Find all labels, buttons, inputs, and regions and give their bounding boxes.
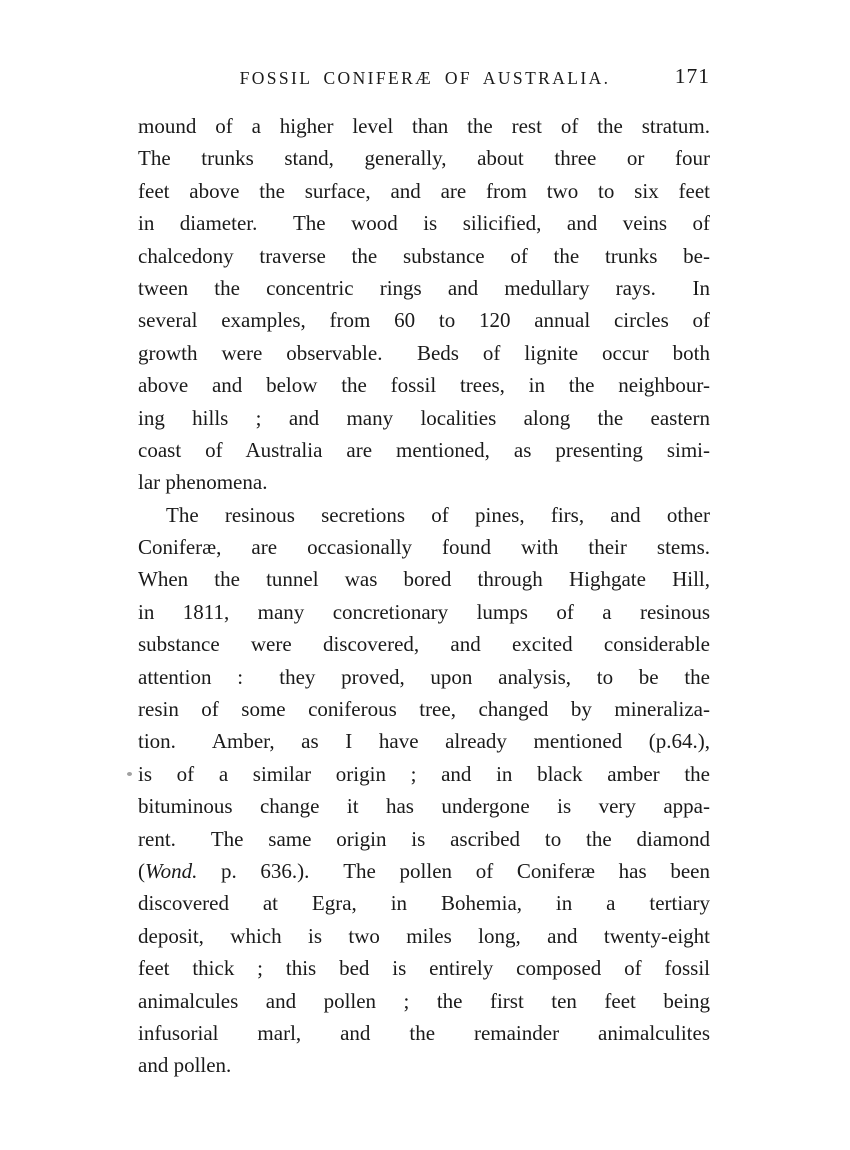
- text-line: [138, 952, 710, 984]
- text-run: feet thick ; this bed is entirely composed of fossil: [138, 956, 710, 981]
- text-run: is of a similar origin ; and in black amber the: [138, 761, 710, 786]
- paragraph: [138, 110, 710, 499]
- text-line: [138, 920, 710, 952]
- text-run: rent. The same origin is ascribed to the diamond: [138, 826, 710, 851]
- text-line: [138, 887, 710, 919]
- text-line: [138, 402, 710, 434]
- text-line: [138, 628, 710, 660]
- text-run: chalcedony traverse the substance of the trunks be-: [138, 243, 710, 268]
- text-line: [138, 304, 710, 336]
- text-run: in diameter. The wood is silicified, and veins of: [138, 211, 710, 236]
- text-line: [138, 790, 710, 822]
- text-line: [138, 337, 710, 369]
- text-run: attention : they proved, upon analysis, to be the: [138, 664, 710, 689]
- scan-speck-artifact: [127, 772, 132, 776]
- text-line: [138, 110, 710, 142]
- paragraph: [138, 499, 710, 1082]
- text-run: When the tunnel was bored through Highgate Hill,: [138, 567, 710, 592]
- text-run: feet above the surface, and are from two to six feet: [138, 178, 710, 203]
- text-run: in 1811, many concretionary lumps of a resinous: [138, 599, 710, 624]
- running-header-title: FOSSIL CONIFERÆ OF AUSTRALIA.: [239, 68, 611, 88]
- text-line: [138, 855, 710, 887]
- text-run: tion. Amber, as I have already mentioned (p.64.),: [138, 729, 710, 754]
- text-run: lar phenomena.: [138, 470, 268, 495]
- text-line: [138, 985, 710, 1017]
- text-run: several examples, from 60 to 120 annual circles of: [138, 308, 710, 333]
- text-line: [138, 369, 710, 401]
- text-run: Coniferæ, are occasionally found with their stems.: [138, 535, 710, 560]
- text-run: mound of a higher level than the rest of the stratum.: [138, 114, 710, 138]
- italic-text-run: Wond.: [145, 858, 198, 883]
- text-run: animalcules and pollen ; the first ten feet being: [138, 988, 710, 1013]
- text-line: [138, 563, 710, 595]
- text-run: substance were discovered, and excited considerable: [138, 632, 710, 657]
- text-run: discovered at Egra, in Bohemia, in a tertiary: [138, 891, 710, 916]
- text-line: [138, 596, 710, 628]
- text-run: p. 636.). The pollen of Coniferæ has been: [197, 858, 710, 883]
- text-line: [138, 142, 710, 174]
- text-line: [138, 240, 710, 272]
- text-line: [138, 693, 710, 725]
- text-run: coast of Australia are mentioned, as presenting simi-: [138, 437, 710, 462]
- text-line: [138, 823, 710, 855]
- text-run: resin of some coniferous tree, changed by mineraliza-: [138, 697, 710, 722]
- text-run: above and below the fossil trees, in the neighbour-: [138, 373, 710, 398]
- text-run: and pollen.: [138, 1053, 232, 1078]
- text-line: [138, 661, 710, 693]
- text-line: [138, 725, 710, 757]
- text-run: infusorial marl, and the remainder animalculites: [138, 1020, 710, 1045]
- text-run: The trunks stand, generally, about three or four: [138, 146, 710, 171]
- text-run: growth were observable. Beds of lignite occur both: [138, 340, 710, 365]
- text-run: tween the concentric rings and medullary rays. In: [138, 275, 710, 300]
- text-run: (: [138, 858, 145, 883]
- text-line: [138, 272, 710, 304]
- text-run: The resinous secretions of pines, firs, and other: [166, 502, 710, 527]
- page-body: [138, 110, 710, 1082]
- text-run: ing hills ; and many localities along the eastern: [138, 405, 710, 430]
- text-line: [138, 207, 710, 239]
- text-line: [138, 531, 710, 563]
- text-line: [138, 466, 710, 498]
- text-line: [138, 175, 710, 207]
- text-line: [138, 1017, 710, 1049]
- page-number: 171: [674, 64, 710, 88]
- text-line: [138, 758, 710, 790]
- text-run: deposit, which is two miles long, and twenty-eight: [138, 923, 710, 948]
- text-line: [138, 434, 710, 466]
- text-line: [138, 1049, 710, 1081]
- text-line: [138, 499, 710, 531]
- text-run: bituminous change it has undergone is very appa-: [138, 794, 710, 819]
